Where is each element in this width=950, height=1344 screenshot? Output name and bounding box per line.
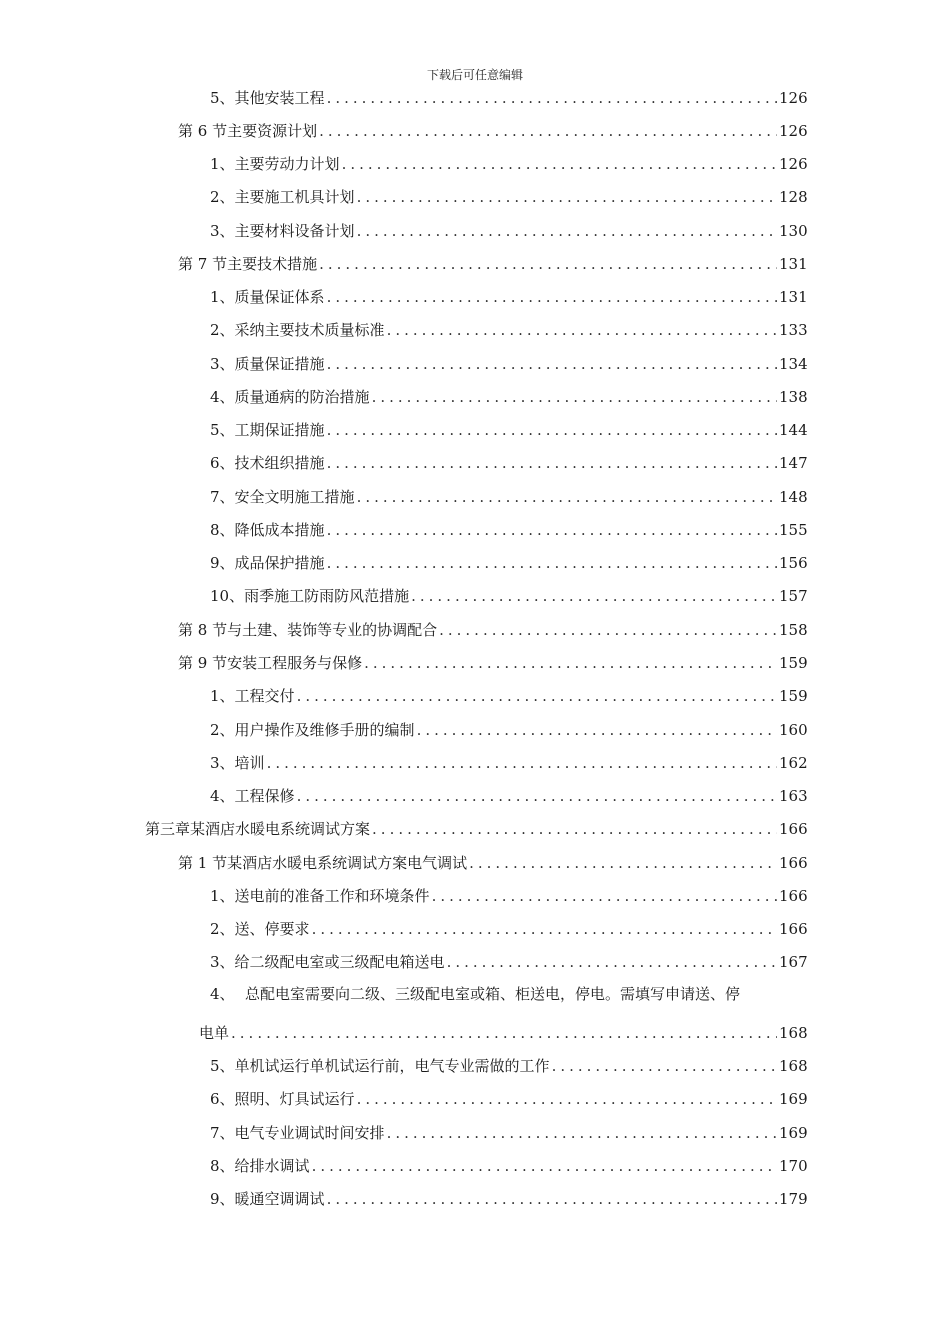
toc-entry-page: 126: [779, 122, 808, 140]
toc-entry[interactable]: [210, 747, 807, 773]
toc-entry-number: 4、: [210, 388, 235, 406]
toc-leader: [312, 919, 777, 939]
toc-entry-number: 1、: [210, 887, 235, 905]
toc-entry-title: 安装工程服务与保修: [227, 654, 363, 672]
toc-entry-title: 暖通空调调试: [234, 1190, 325, 1208]
toc-entry-page: 156: [779, 554, 808, 572]
toc-entry-title: 工程交付: [234, 687, 295, 705]
toc-entry-page: 159: [779, 687, 808, 705]
toc-entry-page: 166: [779, 887, 808, 905]
toc-entry-page: 148: [779, 488, 808, 506]
toc-entry-number: 第 6 节: [178, 122, 228, 140]
toc-entry-number: 8、: [210, 521, 235, 539]
toc-entry-number: 10、: [210, 587, 245, 605]
toc-entry-title: 送、停要求: [234, 920, 310, 938]
toc-entry-number: 1、: [210, 155, 235, 173]
toc-leader: [357, 487, 777, 507]
toc-entry[interactable]: [210, 714, 807, 740]
toc-entry-title: 某酒店水暖电系统调试方案: [190, 820, 371, 838]
toc-leader: [297, 686, 777, 706]
toc-entry-page: 147: [779, 454, 808, 472]
toc-entry-number: 第 9 节: [178, 654, 228, 672]
toc-entry-page: 157: [779, 587, 808, 605]
toc-entry-page: 166: [779, 820, 808, 838]
toc-entry[interactable]: [210, 680, 807, 706]
toc-entry[interactable]: [178, 115, 807, 141]
toc-entry-page: 159: [779, 654, 808, 672]
toc-entry-title: 照明、灯具试运行: [234, 1090, 355, 1108]
toc-entry[interactable]: [210, 181, 807, 207]
toc-entry[interactable]: [210, 880, 807, 906]
toc-entry-page: 126: [779, 89, 808, 107]
toc-entry-title: 工期保证措施: [234, 421, 325, 439]
toc-entry-page: 138: [779, 388, 808, 406]
toc-entry[interactable]: [178, 614, 807, 640]
toc-leader: [417, 720, 777, 740]
toc-leader: [327, 287, 777, 307]
toc-entry[interactable]: [210, 215, 807, 241]
toc-leader: [357, 187, 777, 207]
toc-entry[interactable]: [210, 580, 807, 606]
toc-leader: [372, 819, 777, 839]
toc-entry-title: 主要材料设备计划: [234, 222, 355, 240]
toc-entry-title: 工程保修: [234, 787, 295, 805]
toc-entry-number: 第 7 节: [178, 255, 228, 273]
toc-entry[interactable]: [210, 82, 807, 108]
toc-entry[interactable]: [145, 813, 807, 839]
toc-entry-number: 7、: [210, 1124, 235, 1142]
toc-entry-title-continuation: 电单: [199, 1024, 230, 1042]
toc-entry-title: 质量保证措施: [234, 355, 325, 373]
toc-leader: [469, 853, 777, 873]
toc-entry-title: 某酒店水暖电系统调试方案电气调试: [227, 854, 468, 872]
toc-entry[interactable]: [210, 348, 807, 374]
toc-leader: [327, 520, 777, 540]
toc-entry-page: 128: [779, 188, 808, 206]
toc-leader: [327, 354, 777, 374]
toc-leader: [327, 453, 777, 473]
toc-entry-page: 131: [779, 288, 808, 306]
toc-entry-page: 134: [779, 355, 808, 373]
toc-entry[interactable]: [210, 447, 807, 473]
toc-entry-title: 电气专业调试时间安排: [234, 1124, 385, 1142]
toc-entry-title: 培训: [234, 754, 265, 772]
toc-entry-number: 6、: [210, 454, 235, 472]
toc-entry-number: 4、: [210, 985, 235, 1003]
toc-entry-number: 3、: [210, 355, 235, 373]
toc-entry-number: 2、: [210, 920, 235, 938]
toc-entry-title: 给排水调试: [234, 1157, 310, 1175]
toc-entry[interactable]: [210, 481, 807, 507]
toc-entry-title: 质量保证体系: [234, 288, 325, 306]
toc-leader: [267, 753, 777, 773]
toc-leader: [552, 1056, 777, 1076]
toc-leader: [319, 121, 777, 141]
toc-entry-number: 9、: [210, 1190, 235, 1208]
toc-leader: [327, 1189, 777, 1209]
toc-entry-title: 安全文明施工措施: [234, 488, 355, 506]
toc-leader: [411, 586, 777, 606]
toc-entry-page: 169: [779, 1124, 808, 1142]
toc-leader: [327, 553, 777, 573]
toc-leader: [432, 886, 777, 906]
toc-leader: [387, 320, 777, 340]
toc-entry-page: 168: [779, 1057, 808, 1075]
toc-entry-number: 第三章: [145, 820, 191, 838]
toc-entry[interactable]: [210, 946, 807, 972]
toc-entry-title: 主要劳动力计划: [234, 155, 340, 173]
toc-entry[interactable]: [210, 547, 807, 573]
toc-entry-number: 9、: [210, 554, 235, 572]
toc-entry-title: 给二级配电室或三级配电箱送电: [234, 953, 445, 971]
toc-entry-title: 雨季施工防雨防风范措施: [244, 587, 410, 605]
toc-leader: [357, 1089, 777, 1109]
toc-entry[interactable]: [210, 1117, 807, 1143]
toc-leader: [447, 952, 777, 972]
toc-entry[interactable]: [210, 514, 807, 540]
toc-entry-number: 5、: [210, 421, 235, 439]
toc-leader: [439, 620, 777, 640]
toc-leader: [297, 786, 777, 806]
toc-entry-title: 送电前的准备工作和环境条件: [234, 887, 430, 905]
toc-entry-page: 170: [779, 1157, 808, 1175]
toc-leader: [327, 88, 777, 108]
toc-entry-number: 3、: [210, 953, 235, 971]
toc-entry-title: 主要资源计划: [227, 122, 318, 140]
page-header: 下载后可任意编辑: [426, 68, 523, 82]
toc-entry-number: 3、: [210, 222, 235, 240]
toc-entry-title: 用户操作及维修手册的编制: [234, 721, 415, 739]
toc-leader: [387, 1123, 777, 1143]
toc-entry-number: 1、: [210, 687, 235, 705]
toc-entry-wrapped-line2[interactable]: [199, 1017, 807, 1043]
toc-entry-page: 133: [779, 321, 808, 339]
toc-entry-number: 2、: [210, 721, 235, 739]
toc-entry-page: 169: [779, 1090, 808, 1108]
toc-entry-page: 158: [779, 621, 808, 639]
toc-entry-page: 126: [779, 155, 808, 173]
toc-entry-title: 单机试运行单机试运行前，电气专业需做的工作: [234, 1057, 550, 1075]
toc-entry-number: 6、: [210, 1090, 235, 1108]
toc-leader: [342, 154, 777, 174]
toc-entry[interactable]: [178, 248, 807, 274]
toc-entry[interactable]: [210, 414, 807, 440]
toc-entry-number: 1、: [210, 288, 235, 306]
toc-entry-number: 3、: [210, 754, 235, 772]
toc-entry-page: 155: [779, 521, 808, 539]
toc-entry[interactable]: [210, 1183, 807, 1209]
toc-leader: [327, 420, 777, 440]
toc-entry-title: 成品保护措施: [234, 554, 325, 572]
toc-entry[interactable]: [210, 1150, 807, 1176]
toc-entry-page: 131: [779, 255, 808, 273]
toc-leader: [372, 387, 777, 407]
toc-entry-page: 167: [779, 953, 808, 971]
toc-entry-title: 采纳主要技术质量标准: [234, 321, 385, 339]
toc-entry[interactable]: [210, 913, 807, 939]
toc-entry-page: 162: [779, 754, 808, 772]
toc-entry-page: 130: [779, 222, 808, 240]
toc-entry-number: 2、: [210, 188, 235, 206]
toc-leader: [357, 221, 777, 241]
toc-entry[interactable]: [210, 148, 807, 174]
toc-entry-title: 主要施工机具计划: [234, 188, 355, 206]
toc-entry-title: 质量通病的防治措施: [234, 388, 370, 406]
toc-entry-title: 总配电室需要向二级、三级配电室或箱、柜送电，停电。需填写申请送、停: [245, 985, 741, 1003]
toc-entry-number: 第 8 节: [178, 621, 228, 639]
toc-entry-number: 7、: [210, 488, 235, 506]
toc-entry[interactable]: [210, 1050, 807, 1076]
toc-entry-title: 技术组织措施: [234, 454, 325, 472]
toc-entry-number: 5、: [210, 1057, 235, 1075]
toc-entry-title: 主要技术措施: [227, 255, 318, 273]
toc-entry-page: 166: [779, 920, 808, 938]
toc-entry[interactable]: [210, 281, 807, 307]
toc-entry[interactable]: [178, 847, 807, 873]
toc-leader: [364, 653, 777, 673]
toc-entry-page: 144: [779, 421, 808, 439]
toc-entry-number: 2、: [210, 321, 235, 339]
toc-entry-number: 5、: [210, 89, 235, 107]
toc-entry[interactable]: [210, 381, 807, 407]
toc-entry-page: 168: [779, 1024, 808, 1042]
toc-entry-title: 降低成本措施: [234, 521, 325, 539]
toc-entry-number: 8、: [210, 1157, 235, 1175]
toc-leader: [312, 1156, 777, 1176]
toc-entry[interactable]: [210, 314, 807, 340]
toc-entry-page: 179: [779, 1190, 808, 1208]
toc-entry-page: 160: [779, 721, 808, 739]
toc-leader: [319, 254, 777, 274]
toc-leader: [231, 1023, 777, 1043]
toc-entry-number: 第 1 节: [178, 854, 228, 872]
toc-entry-number: 4、: [210, 787, 235, 805]
toc-entry[interactable]: [178, 647, 807, 673]
toc-entry[interactable]: [210, 1083, 807, 1109]
toc-entry-title: 与土建、装饰等专业的协调配合: [227, 621, 438, 639]
toc-entry-page: 163: [779, 787, 808, 805]
toc-entry-title: 其他安装工程: [234, 89, 325, 107]
toc-entry[interactable]: [210, 780, 807, 806]
toc-entry-page: 166: [779, 854, 808, 872]
toc-entry-wrapped-line1[interactable]: [210, 984, 740, 1004]
